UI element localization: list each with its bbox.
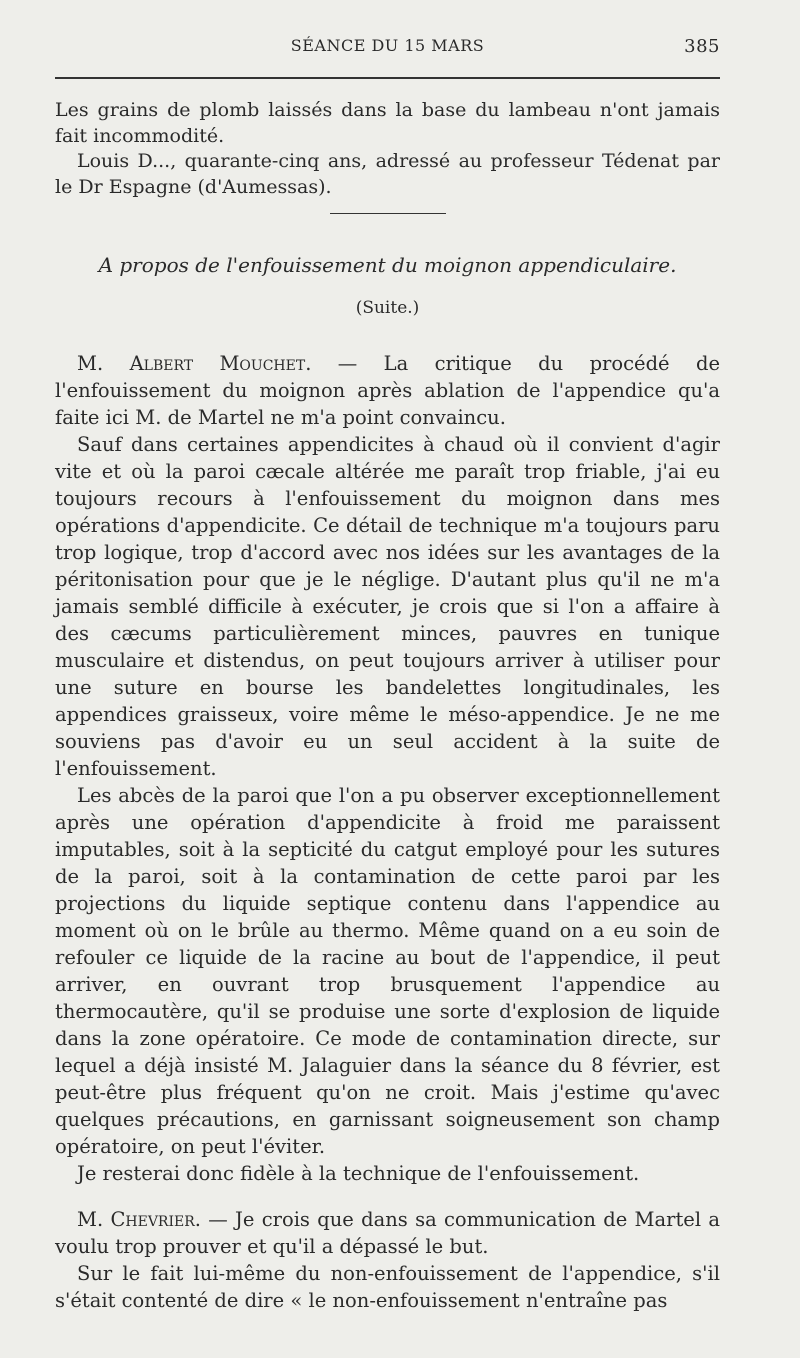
chevrier-paragraph-1 [55,1206,720,1260]
mouchet-paragraph-3: Les abcès de la paroi que l'on a pu observer exceptionnellement après une opération d'appendicite à froid me paraissent imputables, soit à la septicité du catgut employé pour les sutures de la paroi, soit à la contamination de cette paroi par les projections du liquide septique contenu dans l'appendice au moment où on le brûle au thermo. Même quand on a eu soin de refouler ce liquide de la racine au bout de l'appendice, il peut arriver, en ouvrant trop brusquement l'appendice au thermocautère, qu'il se produise une sorte d'explosion de liquide dans la zone opératoire. Ce mode de contamination directe, sur lequel a déjà insisté M. Jalaguier dans la séance du 8 février, est peut-être plus fréquent qu'on ne croit. Mais j'estime qu'avec quelques précautions, en garnissant soigneusement son champ opératoire, on peut l'éviter. [55,784,720,1158]
mouchet-paragraph-2: Sauf dans certaines appendicites à chaud où il convient d'agir vite et où la paroi cæcale altérée me paraît trop friable, j'ai eu toujours recours à l'enfouissement du moignon dans mes opérations d'appendicite. Ce détail de technique m'a toujours paru trop logique, trop d'accord avec nos idées sur les avantages de la péritonisation pour que je le néglige. D'autant plus qu'il ne m'a jamais semblé difficile à exécuter, je crois que si l'on a affaire à des cæcums particulièrement minces, pauvres en tunique musculaire et distendus, on peut toujours arriver à utiliser pour une suture en bourse les bandelettes longitudinales, les appendices graisseux, voire même le méso-appendice. Je ne me souviens pas d'avoir eu un seul accident à la suite de l'enfouissement. [55,433,720,780]
section-subtitle: (Suite.) [355,298,420,318]
intro-paragraph-2: Louis D..., quarante-cinq ans, adressé au professeur Tédenat par le Dr Espagne (d'Aumessas). [55,150,720,198]
speaker-name: Albert Mouchet. [129,352,312,375]
mouchet-paragraph-4: Je resterai donc fidèle à la technique de l'enfouissement. [77,1162,640,1185]
chevrier-text-1: — Je crois que dans sa communication de Martel a voulu trop prouver et qu'il a dépassé le but. [55,1208,720,1258]
header-rule [55,77,720,79]
section-divider [330,213,446,214]
speaker-prefix: M. [77,352,104,375]
speaker-prefix: M. [77,1208,104,1231]
page-number: 385 [684,36,720,57]
chevrier-paragraph-2: Sur le fait lui-même du non-enfouissement de l'appendice, s'il s'était contenté de dire « le non-enfouissement n'entraîne pas [55,1262,720,1312]
section-title: A propos de l'enfouissement du moignon appendiculaire. [98,253,677,277]
mouchet-discussion [55,350,720,1187]
speaker-name: Chevrier. [110,1208,201,1231]
mouchet-paragraph-1 [55,350,720,431]
intro-block [55,98,720,200]
running-header [55,36,720,60]
intro-paragraph-1: Les grains de plomb laissés dans la base du lambeau n'ont jamais fait incommodité. [55,99,720,147]
chevrier-discussion [55,1206,720,1314]
header-title: SÉANCE DU 15 MARS [290,36,485,55]
mouchet-text-1: — La critique du procédé de l'enfouissement du moignon après ablation de l'appendice qu'a faite ici M. de Martel ne m'a point convaincu. [55,352,721,429]
